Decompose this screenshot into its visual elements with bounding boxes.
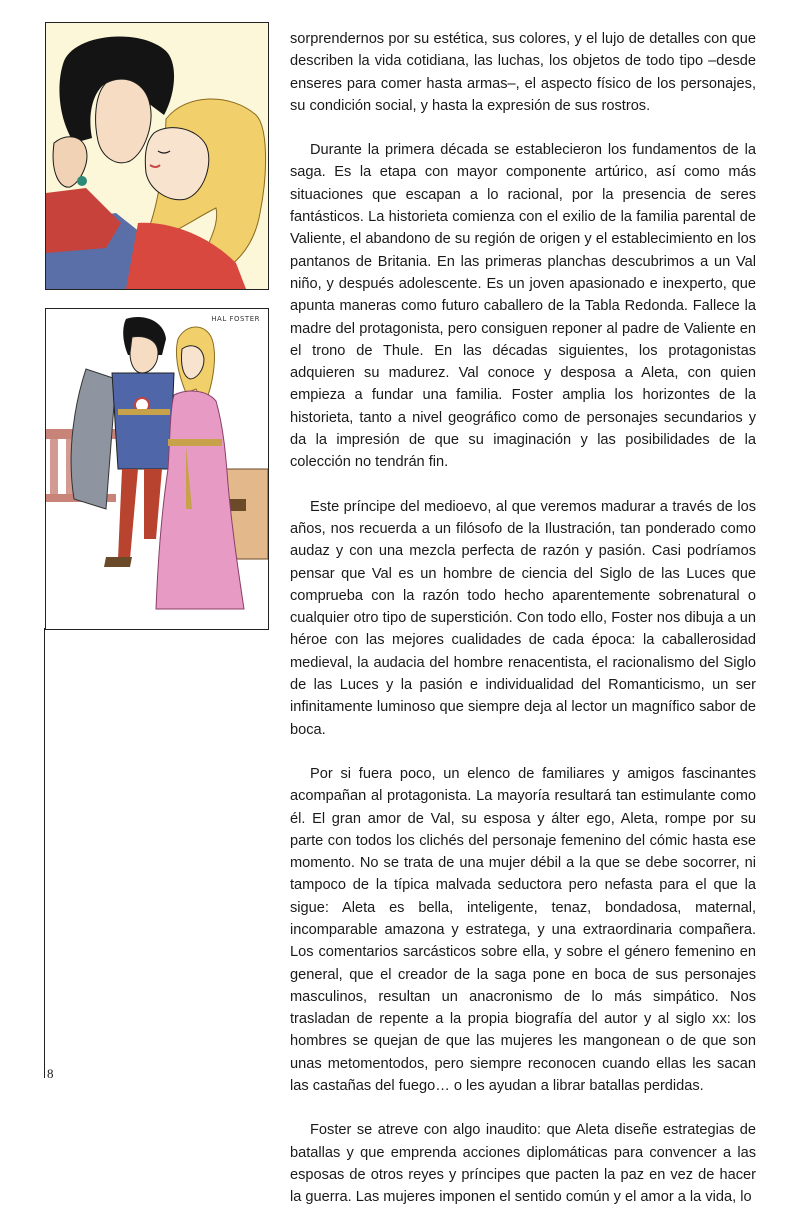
couple-illustration: [46, 309, 268, 629]
illustration-couple-panel: [45, 308, 269, 630]
article-paragraph: Por si fuera poco, un elenco de familiares y amigos fascinantes acompañan al protagonista. La mayoría resultará tan estimulante como él. El gran amor de Val, su esposa y álter ego, Aleta, rompe por su parte con todos los clichés del personaje femenino del cómic hasta ese momento. No se trata de una mujer débil a la que se debe socorrer, ni tampoco de la típica malvada seductora pero nefasta para el que la sigue: Aleta es bella, inteligente, tenaz, bondadosa, maternal, incomparable amazona y estratega, y una extraordinaria compañera. Los comentarios sarcásticos sobre ella, y sobre el género femenino en general, que el creador de la saga pone en boca de sus personajes masculinos, resultan un anacronismo de lo más simpático. Nos trasladan de repente a la propia biografía del autor y al siglo xx: los hombres se quejan de que las mujeres les mangonean o de que son unas metomentodos, pero siempre reconocen cuando ellas les sacan las castañas del fuego… o les ayudan a librar batallas perdidas.: [290, 765, 756, 1095]
illustration-kiss-panel: [45, 22, 269, 290]
article-paragraph: sorprendernos por su estética, sus colores, y el lujo de detalles con que describen la vida cotidiana, las luchas, los objetos de todo tipo –desde enseres para comer hasta armas–, el aspecto físico de los personajes, su condición social, y hasta la expresión de sus rostros.: [290, 31, 756, 114]
article-paragraph: Foster se atreve con algo inaudito: que Aleta diseñe estrategias de batallas y que emprenda acciones diplomáticas para convencer a las esposas de otros reyes y príncipes que pacten la paz en vez de hacer la guerra. Las mujeres imponen el sentido común y el amor a la vida, lo: [290, 1122, 756, 1206]
article-paragraph: Durante la primera década se establecieron los fundamentos de la saga. Es la etapa con mayor componente artúrico, así como más situaciones que escapan a lo racional, por la presencia de seres fantásticos. La historieta comienza con el exilio de la familia parental de Valiente, el abandono de su región de origen y el establecimiento en los pantanos de Britania. En las primeras planchas descubrimos a un Val niño, y después adolescente. Es un joven apasionado e inexperto, que apunta maneras como futuro caballero de la Tabla Redonda. Fallece la madre del protagonista, pero consiguen reponer al padre de Valiente en el trono de Thule. En las décadas siguientes, los protagonistas adquieren su madurez. Val conoce y desposa a Aleta, con quien empieza a fundar una familia. Foster amplia los horizontes de la historieta, tanto a nivel geográfico como de personajes secundarios y da la impresión de que su imaginación y las posibilidades de la colección no tendrán fin.: [290, 142, 756, 471]
article-body: [290, 28, 756, 1231]
kiss-illustration: [46, 23, 268, 289]
page-number: 8: [47, 1066, 54, 1081]
artist-signature: HAL FOSTER: [211, 315, 260, 323]
margin-rule: [44, 628, 45, 1078]
article-paragraph: Este príncipe del medioevo, al que veremos madurar a través de los años, nos recuerda a un filósofo de la Ilustración, tan ponderado como audaz y con una mezcla perfecta de razón y pasión. Casi podríamos pensar que Val es un hombre de ciencia del Siglo de las Luces que comprueba con la razón todo hecho aparentemente sobrenatural o cualquier otro tipo de superstición. Con todo ello, Foster nos dibuja a un héroe con las mejores cualidades de cada época: la caballerosidad medieval, la audacia del hombre renacentista, el racionalismo del Siglo de las Luces y la pasión e individualidad del Romanticismo, un ser infinitamente luminoso que siempre deja al lector un magnífico sabor de boca.: [290, 498, 756, 738]
